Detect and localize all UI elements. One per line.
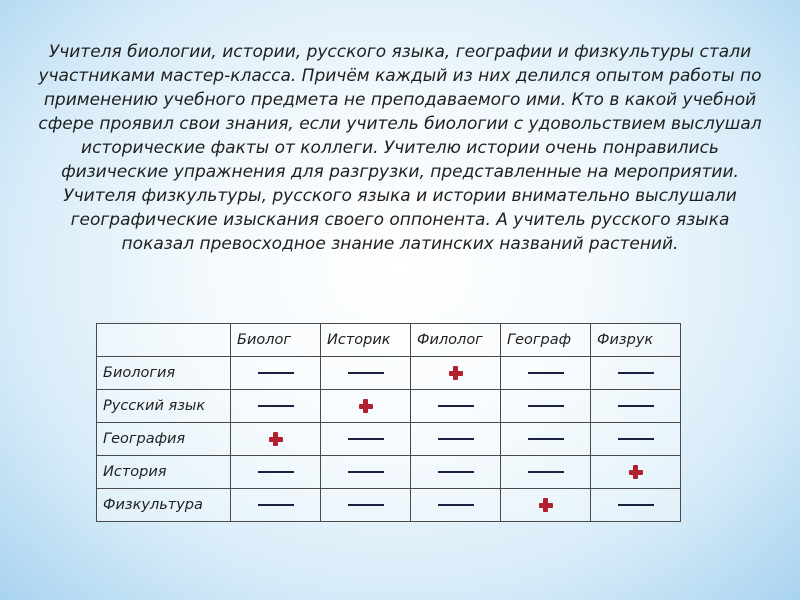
table-row bbox=[97, 423, 681, 456]
table-row bbox=[97, 456, 681, 489]
table-cell bbox=[231, 456, 321, 489]
table-cell bbox=[501, 423, 591, 456]
column-header: Физрук bbox=[591, 324, 681, 357]
column-header: Филолог bbox=[411, 324, 501, 357]
dash-icon bbox=[258, 372, 294, 374]
logic-table bbox=[96, 323, 681, 522]
dash-icon bbox=[438, 405, 474, 407]
plus-icon bbox=[449, 366, 463, 380]
table-cell bbox=[321, 423, 411, 456]
dash-icon bbox=[348, 438, 384, 440]
dash-icon bbox=[258, 504, 294, 506]
dash-icon bbox=[528, 471, 564, 473]
problem-text: Учителя биологии, истории, русского языка, географии и физкультуры стали участниками мастер-класса. Причём каждый из них делился опытом работы по применению учебного предмета не преподаваемого ими. Кто в какой учебной сфере проявил свои знания, если учитель биологии с удовольствием выслушал исторические факты от коллеги. Учителю истории очень понравились физические упражнения для разгрузки, представленные на мероприятии. Учителя физкультуры, русского языка и истории внимательно выслушали географические изыскания своего оппонента. А учитель русского языка показал превосходное знание латинских названий растений. bbox=[38, 42, 762, 254]
row-label: История bbox=[97, 456, 231, 489]
table-cell bbox=[501, 390, 591, 423]
table-cell bbox=[321, 357, 411, 390]
table-cell bbox=[321, 456, 411, 489]
dash-icon bbox=[258, 405, 294, 407]
table-cell bbox=[231, 390, 321, 423]
column-header: Биолог bbox=[231, 324, 321, 357]
table-cell bbox=[591, 489, 681, 522]
table-header-row bbox=[97, 324, 681, 357]
row-label: Физкультура bbox=[97, 489, 231, 522]
table-cell bbox=[501, 456, 591, 489]
table-row bbox=[97, 489, 681, 522]
table-cell bbox=[231, 357, 321, 390]
dash-icon bbox=[618, 504, 654, 506]
table-cell bbox=[591, 423, 681, 456]
table-row bbox=[97, 357, 681, 390]
dash-icon bbox=[528, 405, 564, 407]
row-label: Русский язык bbox=[97, 390, 231, 423]
table-cell bbox=[411, 357, 501, 390]
dash-icon bbox=[528, 438, 564, 440]
table-cell bbox=[411, 390, 501, 423]
dash-icon bbox=[618, 405, 654, 407]
table-cell bbox=[591, 390, 681, 423]
column-header: Историк bbox=[321, 324, 411, 357]
row-label: Биология bbox=[97, 357, 231, 390]
table-cell bbox=[321, 489, 411, 522]
dash-icon bbox=[258, 471, 294, 473]
dash-icon bbox=[348, 504, 384, 506]
plus-icon bbox=[269, 432, 283, 446]
table-cell bbox=[411, 423, 501, 456]
plus-icon bbox=[359, 399, 373, 413]
dash-icon bbox=[618, 372, 654, 374]
table-cell bbox=[411, 456, 501, 489]
plus-icon bbox=[629, 465, 643, 479]
table-cell bbox=[231, 423, 321, 456]
plus-icon bbox=[539, 498, 553, 512]
table-cell bbox=[501, 357, 591, 390]
dash-icon bbox=[348, 372, 384, 374]
table-cell bbox=[411, 489, 501, 522]
dash-icon bbox=[348, 471, 384, 473]
table-cell bbox=[501, 489, 591, 522]
dash-icon bbox=[618, 438, 654, 440]
table-cell bbox=[231, 489, 321, 522]
table-cell bbox=[321, 390, 411, 423]
table-cell bbox=[591, 357, 681, 390]
table-cell bbox=[591, 456, 681, 489]
dash-icon bbox=[438, 471, 474, 473]
column-header: Географ bbox=[501, 324, 591, 357]
row-label: География bbox=[97, 423, 231, 456]
dash-icon bbox=[438, 438, 474, 440]
dash-icon bbox=[438, 504, 474, 506]
corner-cell bbox=[97, 324, 231, 357]
table-row bbox=[97, 390, 681, 423]
dash-icon bbox=[528, 372, 564, 374]
